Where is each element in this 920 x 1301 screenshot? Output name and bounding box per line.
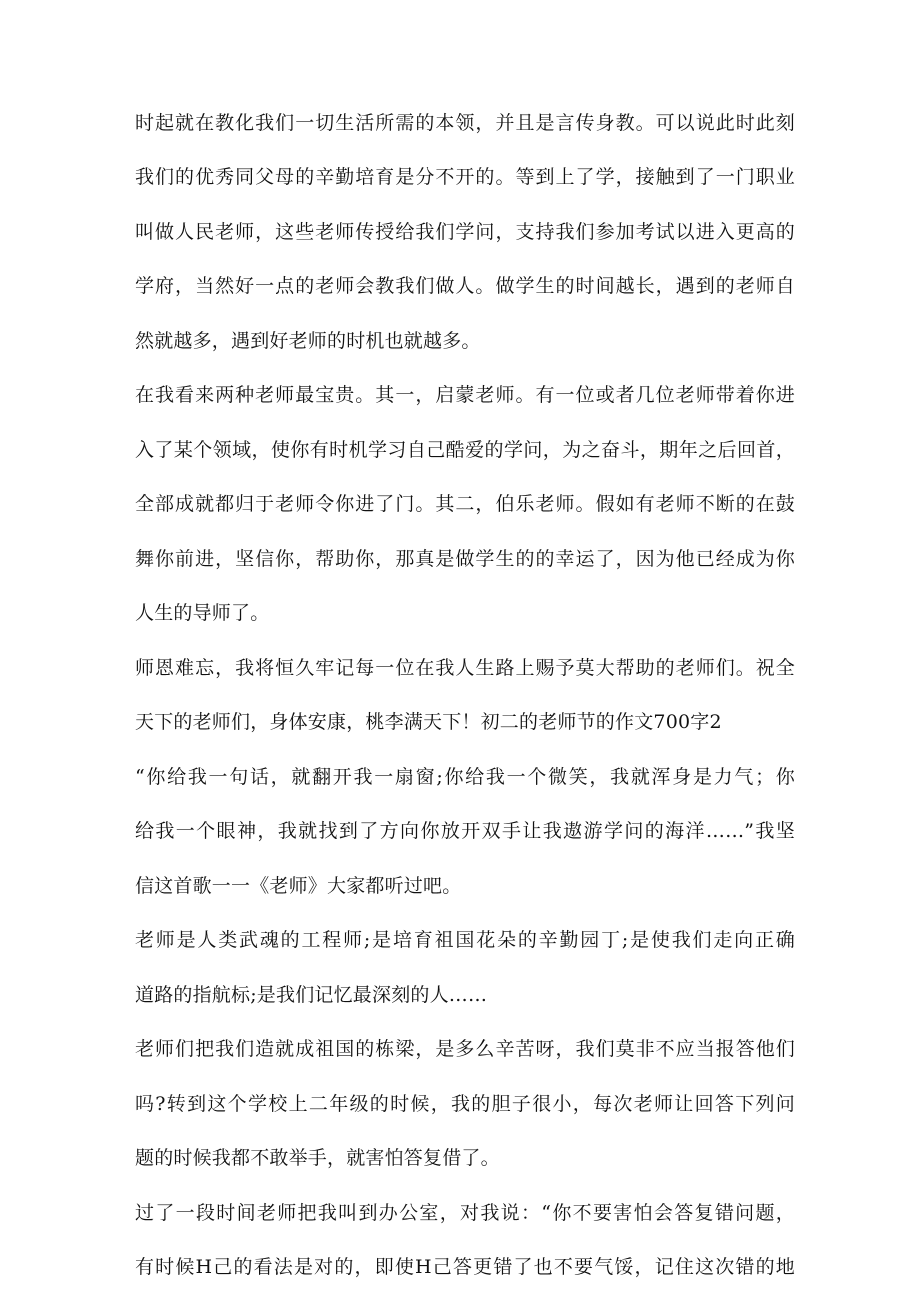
text-line: 天下的老师们，身体安康，桃李满天下！初二的老师节的作文700字2 [135,711,722,733]
text-line: 全部成就都归于老师令你进了门。其二，伯乐老师。假如有老师不断的在鼓 [135,493,795,515]
text-line: 在我看来两种老师最宝贵。其一，启蒙老师。有一位或者几位老师带着你进 [135,384,795,406]
text-line: 有时候H己的看法是对的，即使H己答更错了也不要气馁，记住这次错的地 [135,1256,795,1278]
text-line: 信这首歌一一《老师》大家都听过吧。 [135,875,462,897]
text-line: 叫做人民老师，这些老师传授给我们学问，支持我们参加考试以进入更高的 [135,221,795,243]
text-line: 给我一个眼神，我就找到了方向你放开双手让我遨游学问的海洋……”我坚 [135,820,795,842]
text-line: 入了某个领域，使你有时机学习自己酷爱的学问，为之奋斗，期年之后回首， [135,439,795,461]
text-line: 道路的指航标;是我们记忆最深刻的人…… [135,984,488,1006]
text-line: 舞你前进，坚信你，帮助你，那真是做学生的的幸运了，因为他已经成为你 [135,548,795,570]
text-line: 时起就在教化我们一切生活所需的本领，并且是言传身教。可以说此时此刻 [135,112,795,134]
text-line: 我们的优秀同父母的辛勤培育是分不开的。等到上了学，接触到了一门职业 [135,166,795,188]
text-line: 然就越多，遇到好老师的时机也就越多。 [135,330,481,352]
text-line: 老师们把我们造就成祖国的栋梁，是多么辛苦呀，我们莫非不应当报答他们 [135,1038,795,1060]
text-line: 人生的导师了。 [135,602,270,624]
text-line: 老师是人类武魂的工程师;是培育祖国花朵的辛勤园丁;是使我们走向正确 [135,929,795,951]
text-line: 师恩难忘，我将恒久牢记每一位在我人生路上赐予莫大帮助的老师们。祝全 [135,657,795,679]
text-line: “你给我一句话，就翻开我一扇窗;你给我一个微笑，我就浑身是力气；你 [135,766,795,788]
text-line: 题的时候我都不敢举手，就害怕答复借了。 [135,1147,500,1169]
text-line: 吗?转到这个学校上二年级的时候，我的胆子很小，每次老师让回答下列问 [135,1093,795,1115]
text-line: 过了一段时间老师把我叫到办公室，对我说：“你不要害怕会答复错问题， [135,1202,795,1224]
text-line: 学府，当然好一点的老师会教我们做人。做学生的时间越长，遇到的老师自 [135,275,795,297]
